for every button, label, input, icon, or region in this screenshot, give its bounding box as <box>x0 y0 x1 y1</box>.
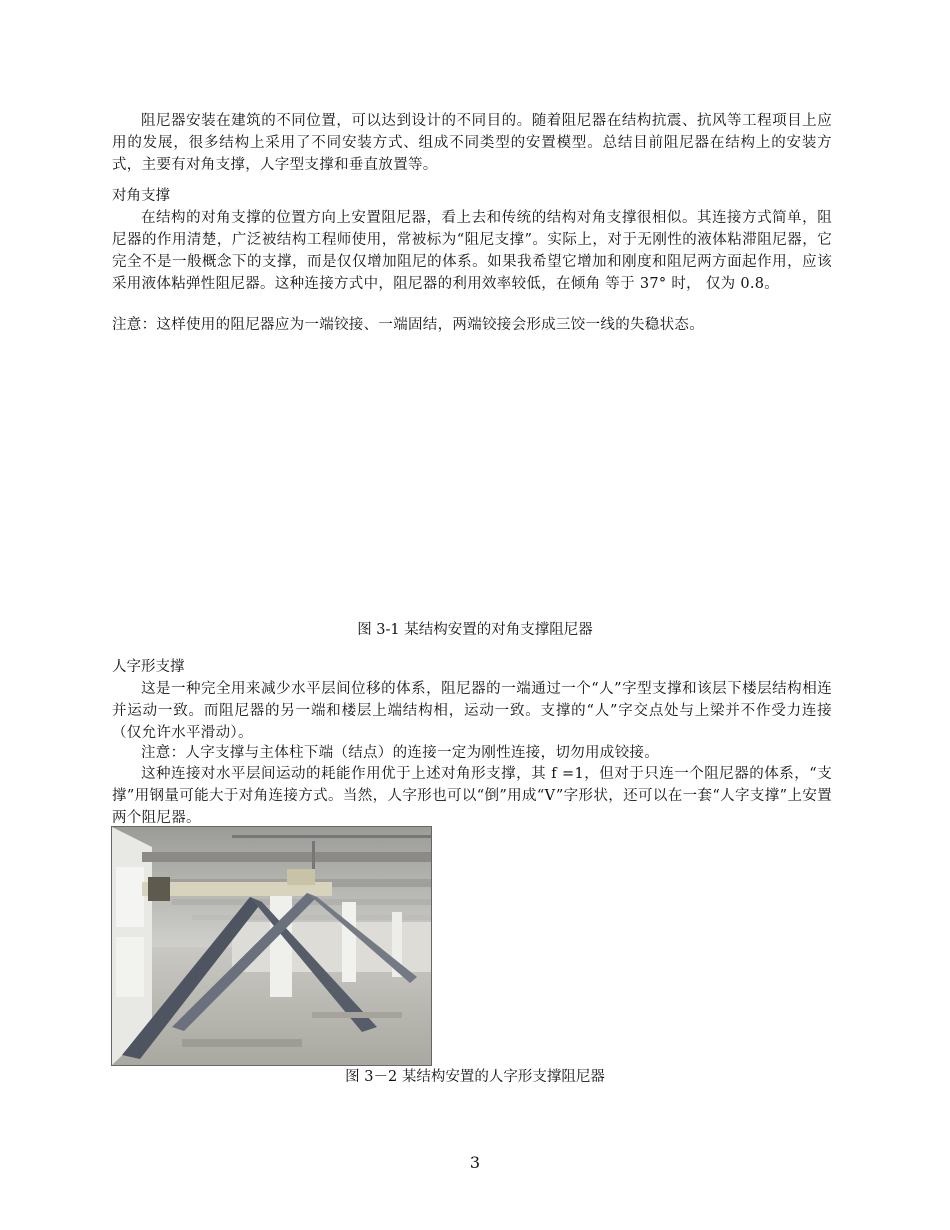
section-heading-chevron: 人字形支撑 <box>112 659 185 675</box>
page-number: 3 <box>469 1153 481 1172</box>
intro-paragraph: 阻尼器安装在建筑的不同位置，可以达到设计的不同目的。随着阻尼器在结构抗震、抗风等工程项目上应用的发展，很多结构上采用了不同安装方式、组成不同类型的安置模型。总结目前阻尼器在结构上的安装方式，主要有对角支撑，人字型支撑和垂直放置等。 <box>112 113 832 173</box>
chevron-brace-photo <box>111 826 432 1066</box>
figure-caption-3-2: 图 3－2 某结构安置的人字形支撑阻尼器 <box>345 1069 605 1085</box>
chevron-paragraph-1: 这是一种完全用来减少水平层间位移的体系，阻尼器的一端通过一个“人”字型支撑和该层下楼层结构相连并运动一致。而阻尼器的另一端和楼层上端结构相，运动一致。支撑的“人”字交点处与上梁并不作受力连接（仅允许水平滑动）。 <box>112 681 832 741</box>
section-heading-diagonal: 对角支撑 <box>112 188 170 204</box>
chevron-brace-photo-illustration <box>112 827 431 1065</box>
chevron-paragraph-2: 注意：人字支撑与主体柱下端（结点）的连接一定为刚性连接，切勿用成铰接。 <box>141 745 659 761</box>
diagonal-paragraph: 在结构的对角支撑的位置方向上安置阻尼器，看上去和传统的结构对角支撑很相似。其连接方式简单，阻尼器的作用清楚，广泛被结构工程师使用，常被标为“阻尼支撑”。实际上，对于无刚性的液体粘滞阻尼器，它完全不是一般概念下的支撑，而是仅仅增加阻尼的体系。如果我希望它增加和刚度和阻尼两方面起作用，应该采用液体粘弹性阻尼器。这种连接方式中，阻尼器的利用效率较低，在倾角 等于 37° 时， 仅为 0.8。 <box>112 210 832 292</box>
chevron-paragraph-3: 这种连接对水平层间运动的耗能作用优于上述对角形支撑，其 f =1，但对于只连一个阻尼器的体系，“支撑”用钢量可能大于对角连接方式。当然，人字形也可以“倒”用成“V”字形状，还可以在一套“人字支撑”上安置两个阻尼器。 <box>112 766 832 826</box>
diagonal-note: 注意：这样使用的阻尼器应为一端铰接、一端固结，两端铰接会形成三饺一线的失稳状态。 <box>112 317 704 333</box>
figure-caption-3-1: 图 3-1 某结构安置的对角支撑阻尼器 <box>357 622 593 638</box>
